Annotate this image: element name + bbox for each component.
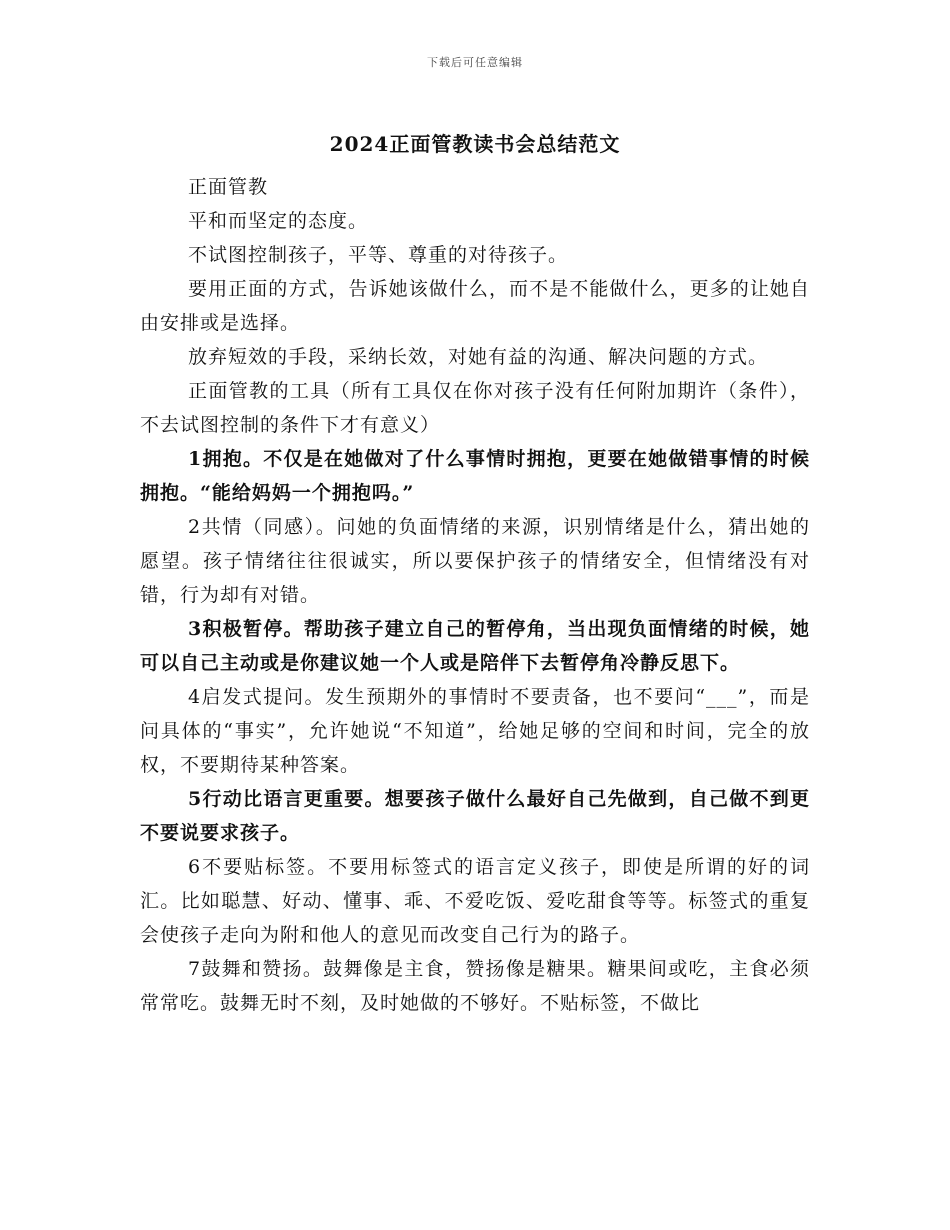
paragraph: 6不要贴标签。不要用标签式的语言定义孩子，即使是所谓的好的词汇。比如聪慧、好动、懂事、乖、不爱吃饭、爱吃甜食等等。标签式的重复会使孩子走向为附和他人的意见而改变自己行为的路子。 (140, 856, 810, 946)
document-title: 2024正面管教读书会总结范文 (329, 132, 621, 156)
paragraph: 2共情（同感）。问她的负面情绪的来源，识别情绪是什么，猜出她的愿望。孩子情绪往往很诚实，所以要保护孩子的情绪安全，但情绪没有对错，行为却有对错。 (140, 516, 810, 606)
paragraph: 5行动比语言更重要。想要孩子做什么最好自己先做到，自己做不到更不要说要求孩子。 (140, 788, 810, 844)
paragraph: 不试图控制孩子，平等、尊重的对待孩子。 (188, 244, 569, 266)
paragraph: 正面管教 (188, 176, 269, 198)
paragraph: 放弃短效的手段，采纳长效，对她有益的沟通、解决问题的方式。 (188, 346, 769, 368)
paragraph: 3积极暂停。帮助孩子建立自己的暂停角，当出现负面情绪的时候，她可以自己主动或是你建议她一个人或是陪伴下去暂停角冷静反思下。 (140, 618, 810, 674)
paragraph: 要用正面的方式，告诉她该做什么，而不是不能做什么，更多的让她自由安排或是选择。 (140, 278, 810, 334)
paragraph: 平和而坚定的态度。 (188, 210, 369, 232)
paragraph: 正面管教的工具（所有工具仅在你对孩子没有任何附加期许（条件），不去试图控制的条件下才有意义） (140, 380, 810, 436)
header-note: 下载后可任意编辑 (427, 56, 523, 69)
paragraph: 1拥抱。不仅是在她做对了什么事情时拥抱，更要在她做错事情的时候拥抱。“能给妈妈一个拥抱吗。” (140, 448, 810, 504)
paragraph: 4启发式提问。发生预期外的事情时不要责备，也不要问“___”，而是问具体的“事实”，允许她说“不知道”，给她足够的空间和时间，完全的放权，不要期待某种答案。 (140, 686, 810, 776)
paragraph: 7鼓舞和赞扬。鼓舞像是主食，赞扬像是糖果。糖果间或吃，主食必须常常吃。鼓舞无时不刻，及时她做的不够好。不贴标签，不做比 (140, 958, 810, 1014)
document-body (140, 170, 810, 1020)
